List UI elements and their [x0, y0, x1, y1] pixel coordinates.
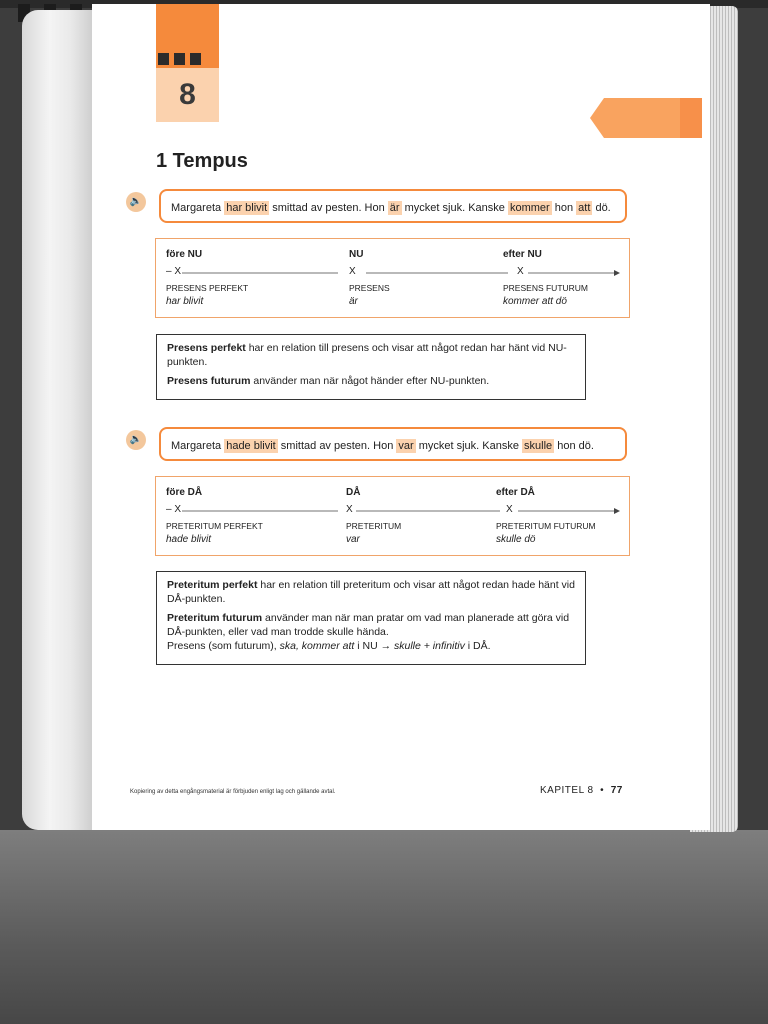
timeline-marker: X [517, 266, 524, 277]
verb-highlight: är [389, 202, 400, 214]
explanation-text: har en relation till presens och visar att något redan har hänt vid NU-punkten. [167, 342, 567, 368]
timeline-col-then [346, 487, 401, 545]
chapter-number: 8 [156, 68, 219, 122]
timeline-heading: efter DÅ [496, 487, 535, 498]
explanation-text: använder man när man pratar om vad man planerade att göra vid DÅ-punkten, eller vad man trodde skulle hända. [167, 612, 570, 638]
sentence-text: hon [551, 202, 577, 214]
footer-bullet: • [600, 785, 605, 796]
sentence-text: smittad av pesten. Hon [269, 202, 388, 214]
sentence-text: Margareta [171, 202, 225, 214]
arrow-icon: → [380, 640, 392, 652]
explanation-box-2 [156, 571, 586, 665]
tense-example: kommer att dö [503, 296, 567, 307]
copyright-note: Kopiering av detta engångsmaterial är förbjuden enligt lag och gällande avtal. [130, 789, 336, 795]
sentence-text: mycket sjuk. Kanske [415, 440, 523, 452]
example-sentence-1 [159, 189, 627, 223]
tense-name: PRETERITUM PERFEKT [166, 521, 263, 531]
sentence-text: mycket sjuk. Kanske [401, 202, 508, 214]
speaker-icon[interactable]: 🔈 [126, 430, 146, 450]
timeline-col-after [503, 249, 588, 307]
tense-name: PRESENS PERFEKT [166, 283, 249, 293]
timeline-heading: före NU [166, 249, 203, 260]
book-spine-curve [22, 10, 92, 830]
timeline-col-before [166, 249, 248, 307]
sentence-text: smittad av pesten. Hon [277, 440, 397, 452]
chapter-tab [156, 4, 219, 122]
scanner-background [0, 830, 768, 1024]
timeline-marker: X [506, 504, 513, 515]
tense-name: PRESENS FUTURUM [503, 283, 589, 293]
timeline-heading: efter NU [503, 249, 542, 260]
timeline-col-now [349, 249, 390, 307]
timeline-da [155, 476, 630, 556]
speaker-icon[interactable]: 🔈 [126, 192, 146, 212]
verb-highlight: att [578, 202, 591, 214]
timeline-heading: NU [349, 249, 364, 260]
sentence-text: Margareta [171, 440, 225, 452]
timeline-marker: – X [166, 266, 182, 277]
term: Presens futurum [167, 375, 251, 387]
timeline-marker: X [349, 266, 356, 277]
explanation-paragraph [167, 611, 575, 653]
term: Presens perfekt [167, 342, 246, 354]
tense-name: PRETERITUM FUTURUM [496, 521, 596, 531]
timeline-col-after [496, 487, 596, 545]
verb-highlight: var [398, 440, 414, 452]
tense-example: skulle dö [496, 534, 536, 545]
verb-highlight: skulle [524, 440, 553, 452]
sentence-text: hon dö. [554, 440, 594, 452]
timeline-col-before [166, 487, 263, 545]
explanation-text: Presens (som futurum), [167, 640, 280, 652]
explanation-paragraph [167, 341, 575, 369]
tense-example: är [349, 296, 358, 307]
explanation-text: använder man när något händer efter NU-punkten. [250, 375, 490, 387]
explanation-paragraph [167, 578, 575, 606]
explanation-paragraph [167, 374, 575, 388]
page-footer [540, 785, 623, 796]
timeline-heading: DÅ [346, 487, 361, 498]
tense-name: PRETERITUM [346, 521, 402, 531]
section-title: 1 Tempus [156, 150, 248, 172]
term: Preteritum perfekt [167, 579, 258, 591]
timeline-heading: före DÅ [166, 487, 203, 498]
sentence-text: dö. [592, 202, 611, 214]
example-words: skulle + infinitiv [391, 640, 465, 652]
verb-highlight: hade blivit [226, 440, 276, 452]
book-page [92, 4, 710, 830]
term: Preteritum futurum [167, 612, 263, 624]
explanation-text: i DÅ. [464, 640, 491, 652]
explanation-box-1 [156, 334, 586, 400]
example-words: ska, kommer att [279, 640, 355, 652]
tense-example: har blivit [166, 296, 204, 307]
explanation-text: har en relation till preteritum och visar att något redan hade hänt vid DÅ-punkten. [167, 579, 575, 605]
example-sentence-2 [159, 427, 627, 461]
tense-example: var [346, 534, 360, 545]
timeline-marker: X [346, 504, 353, 515]
tense-example: hade blivit [166, 534, 212, 545]
tense-name: PRESENS [349, 283, 390, 293]
page-number: 77 [610, 785, 623, 796]
timeline-nu [155, 238, 630, 318]
verb-highlight: kommer [509, 202, 550, 214]
timeline-marker: – X [166, 504, 182, 515]
explanation-text: i NU [354, 640, 381, 652]
chapter-label: KAPITEL 8 [540, 785, 594, 796]
sticky-note-tab [590, 94, 708, 142]
verb-highlight: har blivit [226, 202, 268, 214]
